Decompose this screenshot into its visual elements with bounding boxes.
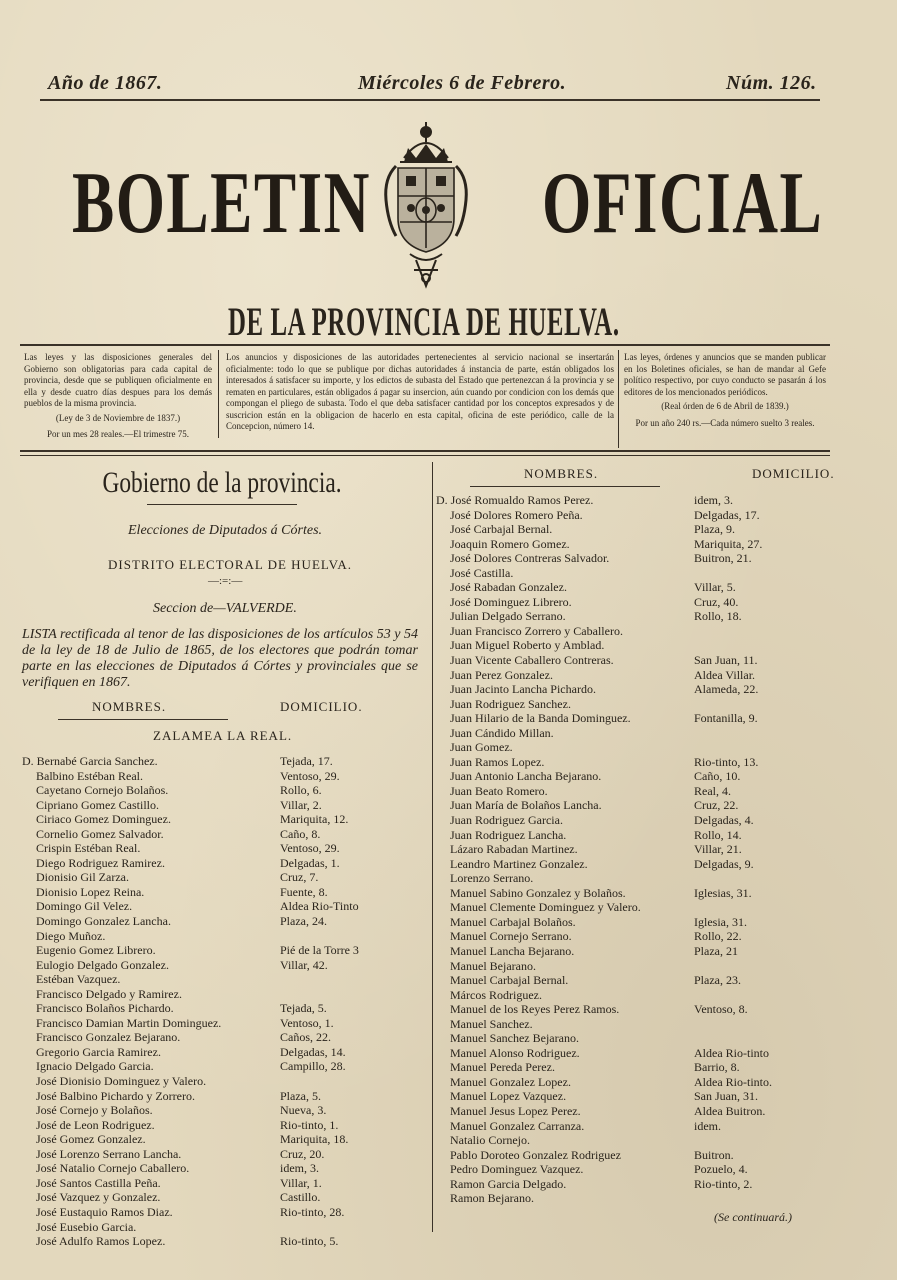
table-header — [440, 466, 842, 486]
elector-domicile: Pozuelo, 4. — [694, 1162, 748, 1177]
elector-name: Lorenzo Serrano. — [450, 871, 534, 886]
section-rule-thin — [20, 455, 830, 456]
elector-domicile: Plaza, 21 — [694, 943, 738, 958]
list-item — [18, 929, 426, 944]
elector-name: Manuel Gonzalez Lopez. — [450, 1074, 571, 1089]
elector-name: Gregorio Garcia Ramirez. — [36, 1044, 161, 1059]
subtitle-rule — [20, 344, 830, 346]
elector-domicile: Tejada, 5. — [280, 1001, 327, 1016]
elector-name: José Santos Castilla Peña. — [36, 1175, 161, 1190]
elector-domicile: Ventoso, 1. — [280, 1015, 334, 1030]
elector-domicile: Rio-tinto, 1. — [280, 1117, 339, 1132]
elector-name: Ramon Bejarano. — [450, 1191, 534, 1206]
elector-name: Dionisio Gil Zarza. — [36, 870, 129, 885]
list-item — [440, 682, 842, 697]
elector-domicile: Alameda, 22. — [694, 682, 759, 697]
elector-name: Lázaro Rabadan Martinez. — [450, 842, 578, 857]
elector-domicile: Caños, 22. — [280, 1030, 331, 1045]
list-item — [436, 493, 842, 508]
elector-name: José Eusebio Garcia. — [36, 1219, 137, 1234]
elector-name: José Adulfo Ramos Lopez. — [36, 1234, 166, 1249]
list-item — [18, 1147, 426, 1162]
elector-name: José Vazquez y Gonzalez. — [36, 1190, 161, 1205]
list-item — [440, 740, 842, 755]
notice-left — [24, 352, 212, 441]
elector-name: José Dominguez Librero. — [450, 594, 572, 609]
table-header — [18, 699, 426, 719]
elector-name: Diego Rodriguez Ramirez. — [36, 855, 165, 870]
notice-divider — [218, 350, 219, 438]
elector-domicile: Villar, 21. — [694, 842, 742, 857]
elector-name: Juan Ramos Lopez. — [450, 754, 545, 769]
elector-domicile: Plaza, 24. — [280, 914, 327, 929]
list-item — [18, 1161, 426, 1176]
section-title: Gobierno de la provincia. — [102, 466, 342, 499]
list-item — [440, 726, 842, 741]
list-item — [18, 841, 426, 856]
province-title: DE LA PROVINCIA DE HUELVA. — [228, 299, 620, 344]
list-item — [18, 1103, 426, 1118]
elector-name: Ramon Garcia Delgado. — [450, 1176, 567, 1191]
elector-name: Juan Gomez. — [450, 740, 513, 755]
district-ornament: —:=:— — [208, 575, 243, 587]
list-item — [440, 595, 842, 610]
elector-name: Manuel Sanchez. — [450, 1016, 533, 1031]
list-item — [18, 1220, 426, 1235]
elector-domicile: Fuente, 8. — [280, 884, 328, 899]
elector-name: José Gomez Gonzalez. — [36, 1132, 146, 1147]
list-item — [440, 609, 842, 624]
elector-name: Crispin Estéban Real. — [36, 841, 141, 856]
left-elector-list — [18, 754, 426, 1249]
notice-left-law: (Ley de 3 de Noviembre de 1837.) — [55, 412, 181, 423]
notice-left-text: Las leyes y las disposiciones generales del Gobierno son obligatorias para cada capital de provincia, desde que se publiquen oficialmente en ella y desde cuatro días despues para los demás pueblos de la misma provincia. — [24, 352, 212, 408]
list-item — [18, 1190, 426, 1205]
elector-domicile: Aldea Villar. — [694, 667, 756, 682]
elector-domicile: Iglesias, 31. — [694, 885, 752, 900]
elector-name: Pablo Doroteo Gonzalez Rodriguez — [450, 1147, 621, 1162]
elector-name: Juan Cándido Millan. — [450, 725, 554, 740]
list-item — [18, 1176, 426, 1191]
elector-name: D. José Romualdo Ramos Perez. — [436, 493, 594, 507]
elector-domicile: Cruz, 22. — [694, 798, 739, 813]
elector-name: Juan Perez Gonzalez. — [450, 667, 553, 682]
list-item — [440, 522, 842, 537]
elector-name: José de Leon Rodriguez. — [36, 1117, 155, 1132]
list-item — [18, 885, 426, 900]
list-item — [18, 1118, 426, 1133]
notice-right-price: Por un año 240 rs.—Cada número suelto 3 reales. — [635, 417, 815, 428]
elector-name: Manuel Alonso Rodriguez. — [450, 1045, 580, 1060]
list-item — [440, 638, 842, 653]
elector-domicile: Delgadas, 9. — [694, 856, 754, 871]
elector-name: José Eustaquio Ramos Diaz. — [36, 1204, 173, 1219]
elector-domicile: Castillo. — [280, 1190, 321, 1205]
elector-domicile: Tejada, 17. — [280, 754, 333, 768]
col-domicile-header: DOMICILIO. — [752, 466, 835, 481]
elector-name: Francisco Gonzalez Bejarano. — [36, 1030, 181, 1045]
elector-domicile: Rio-tinto, 13. — [694, 754, 759, 769]
list-item — [440, 769, 842, 784]
elector-name: Manuel Clemente Dominguez y Valero. — [450, 900, 641, 915]
elector-domicile: Delgadas, 17. — [694, 507, 760, 522]
list-item — [440, 1060, 842, 1075]
list-item — [440, 755, 842, 770]
continued-note: (Se continuará.) — [714, 1210, 792, 1224]
list-item — [440, 1133, 842, 1148]
elector-domicile: Buitron. — [694, 1147, 734, 1162]
list-item — [18, 1030, 426, 1045]
list-item — [18, 856, 426, 871]
elector-name: Manuel Bejarano. — [450, 958, 536, 973]
elector-name: Balbino Estéban Real. — [36, 768, 143, 783]
elector-domicile: Mariquita, 12. — [280, 812, 349, 827]
town-heading: ZALAMEA LA REAL. — [153, 728, 293, 743]
elector-name: José Rabadan Gonzalez. — [450, 580, 567, 595]
list-item — [440, 1119, 842, 1134]
list-item — [440, 1148, 842, 1163]
elector-domicile: Villar, 42. — [280, 957, 328, 972]
elector-domicile: Fontanilla, 9. — [694, 711, 758, 726]
elector-domicile: idem, 3. — [694, 493, 733, 507]
elector-name: Juan Hilario de la Banda Dominguez. — [450, 711, 631, 726]
elector-name: José Castilla. — [450, 565, 514, 580]
header-underline — [58, 719, 228, 720]
list-item — [440, 1002, 842, 1017]
elector-name: Juan Jacinto Lancha Pichardo. — [450, 682, 596, 697]
list-item — [440, 1191, 842, 1206]
elector-domicile: Villar, 5. — [694, 580, 736, 595]
list-item — [440, 1017, 842, 1032]
elector-domicile: Caño, 8. — [280, 826, 321, 841]
list-item — [440, 1104, 842, 1119]
elector-name: Cornelio Gomez Salvador. — [36, 826, 164, 841]
left-column — [18, 462, 426, 1249]
list-item — [440, 711, 842, 726]
elector-name: José Dolores Contreras Salvador. — [450, 551, 610, 566]
elector-domicile: Mariquita, 27. — [694, 536, 763, 551]
list-item — [440, 828, 842, 843]
list-item — [18, 1059, 426, 1074]
list-item — [440, 784, 842, 799]
elector-name: Diego Muñoz. — [36, 928, 106, 943]
elector-name: Manuel Carbajal Bernal. — [450, 973, 569, 988]
elector-domicile: idem, 3. — [280, 1161, 319, 1176]
issue-number: Núm. 126. — [726, 72, 817, 94]
issue-date: Miércoles 6 de Febrero. — [358, 72, 567, 94]
elector-name: Domingo Gil Velez. — [36, 899, 133, 914]
list-item — [440, 959, 842, 974]
list-item — [18, 783, 426, 798]
elector-domicile: Rio-tinto, 5. — [280, 1234, 339, 1249]
list-item — [440, 944, 842, 959]
list-item — [18, 1016, 426, 1031]
elector-domicile: Mariquita, 18. — [280, 1132, 349, 1147]
notice-left-price: Por un mes 28 reales.—El trimestre 75. — [47, 429, 189, 439]
elector-name: José Lorenzo Serrano Lancha. — [36, 1146, 182, 1161]
elector-name: Manuel Sabino Gonzalez y Bolaños. — [450, 885, 626, 900]
notice-right-text: Las leyes, órdenes y anuncios que se manden publicar en los Boletines oficiales, se han de mandar al Gefe político respectivo, por cuyo conducto se pasarán á los editores de los mencionados periódicos. — [624, 352, 826, 397]
elector-domicile: Real, 4. — [694, 783, 731, 798]
notice-right — [624, 352, 826, 429]
elector-domicile: Iglesia, 31. — [694, 914, 747, 929]
list-item — [18, 1045, 426, 1060]
elector-name: Domingo Gonzalez Lancha. — [36, 914, 171, 929]
elector-domicile: Cruz, 20. — [280, 1146, 325, 1161]
header-underline — [470, 486, 660, 487]
right-elector-list — [436, 493, 842, 1206]
elector-name: Manuel Lopez Vazquez. — [450, 1089, 567, 1104]
list-item — [440, 653, 842, 668]
notice-mid-text: Los anuncios y disposiciones de las autoridades pertenecientes al servicio nacional se insertarán oficialmente: todo lo que se publique por dichas autoridades á instancia de parte, están obligados los interesados á satisfacer su importe, y los edictos de subasta del Estado que pertenezcan á la provincia y se rematen en particulares, están obligados á pagar su insercion, aún cuando por condicion con los demás que compongan el pliego de subasta. Todo el que deba satisfacer cantidad por los conceptos expresados y de suscricion están en la obligacion de hacerlo en esta capital, oficina de este periódico, calle de la Concepcion, número 14. — [226, 352, 614, 431]
list-item — [440, 973, 842, 988]
list-item — [440, 798, 842, 813]
elector-domicile: Plaza, 5. — [280, 1088, 321, 1103]
elector-domicile: Ventoso, 29. — [280, 768, 340, 783]
section-heading: Seccion de—VALVERDE. — [153, 601, 297, 616]
elector-name: José Balbino Pichardo y Zorrero. — [36, 1088, 195, 1103]
elector-domicile: Pié de la Torre 3 — [280, 943, 359, 958]
list-item — [440, 624, 842, 639]
elector-domicile: Aldea Rio-Tinto — [280, 899, 359, 914]
list-item — [18, 943, 426, 958]
elector-name: Manuel Lancha Bejarano. — [450, 943, 575, 958]
elector-domicile: Rollo, 22. — [694, 929, 742, 944]
list-item — [18, 769, 426, 784]
issue-year: Año de 1867. — [48, 72, 163, 94]
list-item — [18, 1234, 426, 1249]
column-divider — [432, 462, 433, 1232]
elector-name: Cipriano Gomez Castillo. — [36, 797, 159, 812]
elector-name: Juan Rodriguez Lancha. — [450, 827, 567, 842]
list-item — [440, 537, 842, 552]
list-item — [440, 551, 842, 566]
elector-name: Juan Beato Romero. — [450, 783, 548, 798]
list-item — [440, 697, 842, 712]
list-description: LISTA rectificada al tenor de las disposiciones de los artículos 53 y 54 de la ley de 18 de Julio de 1865, de los electores que podrán tomar parte en las elecciones de Diputados á Córtes y provinciales que se verifiquen en 1867. — [22, 627, 418, 690]
elector-name: Joaquin Romero Gomez. — [450, 536, 570, 551]
notice-divider — [618, 350, 619, 448]
list-item — [440, 871, 842, 886]
title-underline — [147, 504, 297, 505]
elector-domicile: Nueva, 3. — [280, 1103, 327, 1118]
col-domicile-header: DOMICILIO. — [280, 699, 363, 714]
elector-name: Estéban Vazquez. — [36, 972, 121, 987]
elector-name: Juan María de Bolaños Lancha. — [450, 798, 602, 813]
elector-name: José Carbajal Bernal. — [450, 522, 553, 537]
elector-domicile: Rollo, 14. — [694, 827, 742, 842]
elector-name: Manuel Cornejo Serrano. — [450, 929, 572, 944]
elector-name: Juan Rodriguez Sanchez. — [450, 696, 571, 711]
list-item — [18, 798, 426, 813]
elector-name: Eugenio Gomez Librero. — [36, 943, 156, 958]
list-item — [18, 1132, 426, 1147]
right-column — [436, 462, 842, 1206]
elector-domicile: San Juan, 11. — [694, 653, 758, 668]
elector-domicile: Ventoso, 29. — [280, 841, 340, 856]
elector-domicile: Rio-tinto, 28. — [280, 1204, 345, 1219]
elector-name: Juan Rodriguez Garcia. — [450, 813, 563, 828]
elector-domicile: Plaza, 9. — [694, 522, 735, 537]
elector-domicile: Villar, 1. — [280, 1175, 322, 1190]
elector-name: Márcos Rodriguez. — [450, 987, 542, 1002]
elector-name: Ciriaco Gomez Dominguez. — [36, 812, 171, 827]
list-item — [18, 1074, 426, 1089]
list-item — [18, 958, 426, 973]
list-item — [440, 508, 842, 523]
list-item — [440, 1177, 842, 1192]
list-item — [440, 988, 842, 1003]
elector-domicile: Aldea Rio-tinto. — [694, 1074, 772, 1089]
list-item — [440, 929, 842, 944]
elections-heading: Elecciones de Diputados á Córtes. — [128, 523, 323, 538]
list-item — [18, 987, 426, 1002]
col-names-header: NOMBRES. — [92, 699, 167, 714]
list-item — [440, 566, 842, 581]
elector-domicile: Caño, 10. — [694, 769, 741, 784]
elector-domicile: Barrio, 8. — [694, 1060, 740, 1075]
list-item — [18, 827, 426, 842]
elector-domicile: Delgadas, 14. — [280, 1044, 346, 1059]
elector-domicile: Villar, 2. — [280, 797, 322, 812]
list-item — [440, 1046, 842, 1061]
list-item — [18, 1089, 426, 1104]
elector-name: Pedro Dominguez Vazquez. — [450, 1162, 584, 1177]
elector-name: Eulogio Delgado Gonzalez. — [36, 957, 169, 972]
list-item — [440, 915, 842, 930]
elector-name: Francisco Delgado y Ramirez. — [36, 986, 182, 1001]
elector-name: Manuel Gonzalez Carranza. — [450, 1118, 585, 1133]
elector-name: José Dionisio Dominguez y Valero. — [36, 1074, 207, 1089]
section-rule — [20, 450, 830, 452]
list-item — [440, 1075, 842, 1090]
list-item — [440, 1089, 842, 1104]
elector-name: Juan Francisco Zorrero y Caballero. — [450, 623, 623, 638]
elector-name: Manuel Jesus Lopez Perez. — [450, 1103, 581, 1118]
elector-domicile: Rollo, 6. — [280, 783, 322, 798]
list-item — [18, 1205, 426, 1220]
elector-domicile: Buitron, 21. — [694, 551, 752, 566]
elector-name: Natalio Cornejo. — [450, 1133, 530, 1148]
list-item — [440, 1162, 842, 1177]
elector-domicile: Aldea Rio-tinto — [694, 1045, 769, 1060]
list-item — [18, 899, 426, 914]
elector-domicile: Ventoso, 8. — [694, 1002, 748, 1017]
elector-name: José Natalio Cornejo Caballero. — [36, 1161, 190, 1176]
list-item — [18, 972, 426, 987]
elector-domicile: San Juan, 31. — [694, 1089, 758, 1104]
elector-name: Dionisio Lopez Reina. — [36, 884, 145, 899]
royal-crest-icon — [370, 118, 482, 290]
list-item — [440, 842, 842, 857]
elector-name: Francisco Damian Martin Dominguez. — [36, 1015, 222, 1030]
elector-name: Manuel Sanchez Bejarano. — [450, 1031, 579, 1046]
list-item — [440, 857, 842, 872]
masthead-oficial: OFICIAL — [542, 155, 824, 252]
elector-name: Manuel Pereda Perez. — [450, 1060, 555, 1075]
elector-name: Francisco Bolaños Pichardo. — [36, 1001, 174, 1016]
elector-name: Juan Antonio Lancha Bejarano. — [450, 769, 602, 784]
elector-name: Ignacio Delgado Garcia. — [36, 1059, 154, 1074]
elector-domicile: Aldea Buitron. — [694, 1103, 766, 1118]
header-rule — [40, 99, 820, 101]
list-item — [440, 900, 842, 915]
elector-name: Cayetano Cornejo Bolaños. — [36, 783, 169, 798]
elector-name: D. Bernabé Garcia Sanchez. — [22, 754, 158, 768]
list-item — [440, 668, 842, 683]
elector-domicile: idem. — [694, 1118, 721, 1133]
masthead-boletin: BOLETIN — [72, 155, 371, 252]
list-item — [18, 754, 426, 769]
elector-name: Manuel de los Reyes Perez Ramos. — [450, 1002, 620, 1017]
district-heading: DISTRITO ELECTORAL DE HUELVA. — [108, 557, 352, 572]
elector-domicile: Cruz, 40. — [694, 594, 739, 609]
list-item — [18, 914, 426, 929]
elector-name: José Cornejo y Bolaños. — [36, 1103, 153, 1118]
elector-domicile: Plaza, 23. — [694, 973, 741, 988]
list-item — [440, 886, 842, 901]
elector-domicile: Rollo, 18. — [694, 609, 742, 624]
elector-domicile: Delgadas, 1. — [280, 855, 340, 870]
list-item — [440, 580, 842, 595]
elector-domicile: Delgadas, 4. — [694, 813, 754, 828]
list-item — [440, 813, 842, 828]
elector-name: Julian Delgado Serrano. — [450, 609, 566, 624]
elector-name: Juan Miguel Roberto y Amblad. — [450, 638, 605, 653]
elector-name: Manuel Carbajal Bolaños. — [450, 914, 576, 929]
list-item — [18, 1001, 426, 1016]
elector-domicile: Cruz, 7. — [280, 870, 319, 885]
list-item — [18, 812, 426, 827]
col-names-header: NOMBRES. — [524, 466, 599, 481]
elector-name: Leandro Martinez Gonzalez. — [450, 856, 588, 871]
elector-domicile: Rio-tinto, 2. — [694, 1176, 753, 1191]
elector-name: José Dolores Romero Peña. — [450, 507, 583, 522]
notice-right-law: (Real órden de 6 de Abril de 1839.) — [661, 401, 789, 411]
notice-middle — [226, 352, 614, 433]
list-item — [18, 870, 426, 885]
list-item — [440, 1031, 842, 1046]
elector-domicile: Campillo, 28. — [280, 1059, 346, 1074]
elector-name: Juan Vicente Caballero Contreras. — [450, 653, 614, 668]
